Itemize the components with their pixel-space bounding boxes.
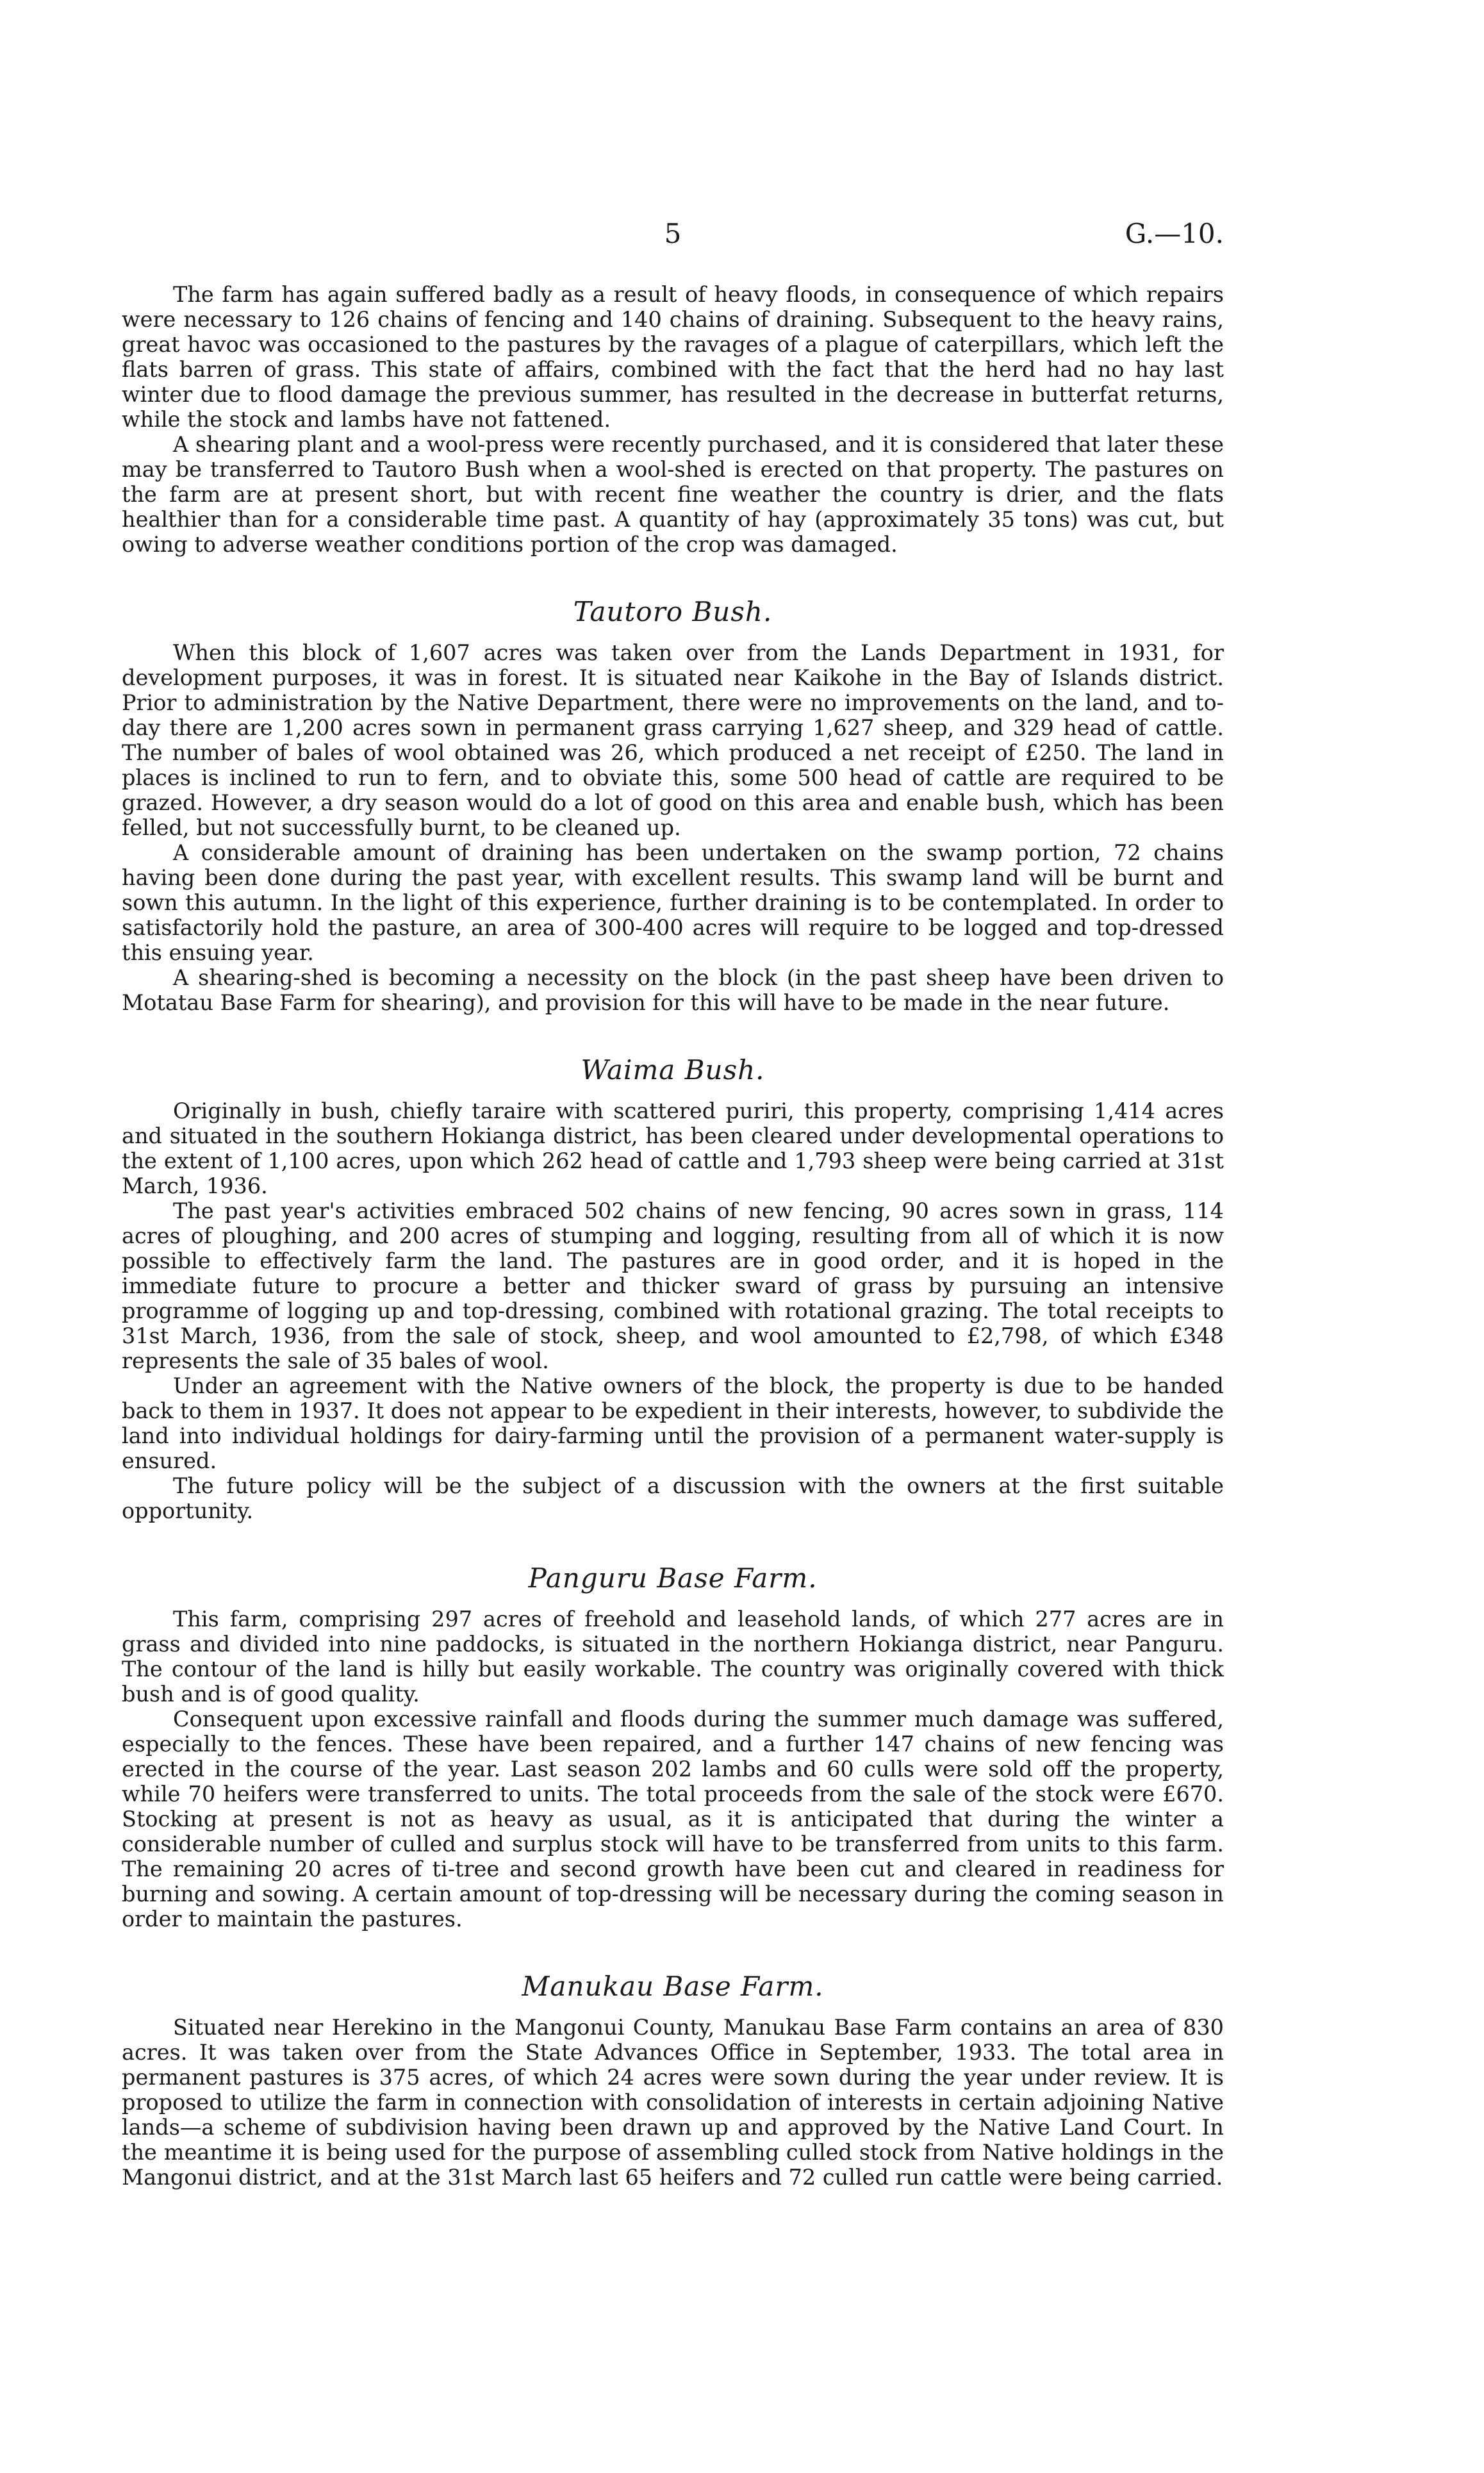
section-heading: Tautoro Bush. xyxy=(573,596,773,627)
page-header xyxy=(122,218,1224,269)
section-panguru-base-farm xyxy=(122,1523,1224,1931)
paragraph: When this block of 1,607 acres was taken over from the Lands Department in 1931, for development purposes, it was in forest. It is situated near Kaikohe in the Bay of Islands district. Prior to administration by the Native Department, there were no improvements on the land, and to-day there are 1,200 acres sown in permanent grass carrying 1,627 sheep, and 329 head of cattle. The number of bales of wool obtained was 26, which produced a net receipt of £250. The land in places is inclined to run to fern, and to obviate this, some 500 head of cattle are required to be grazed. However, a dry season would do a lot of good on this area and enable bush, which has been felled, but not successfully burnt, to be cleaned up. xyxy=(122,640,1224,840)
document-page xyxy=(122,218,1224,2190)
paragraph: Under an agreement with the Native owners of the block, the property is due to be handed back to them in 1937. It does not appear to be expedient in their interests, however, to subdivide the land into individual holdings for dairy-farming until the provision of a permanent water-supply is ensured. xyxy=(122,1373,1224,1473)
page-number: 5 xyxy=(664,218,682,249)
section-heading: Manukau Base Farm. xyxy=(522,1971,824,2002)
section-tautoro-bush xyxy=(122,557,1224,1015)
paragraph: The farm has again suffered badly as a result of heavy floods, in consequence of which repairs were necessary to 126 chains of fencing and 140 chains of draining. Subsequent to the heavy rains, great havoc was occasioned to the pastures by the ravages of a plague of caterpillars, which left the flats barren of grass. This state of affairs, combined with the fact that the herd had no hay last winter due to flood damage the previous summer, has resulted in the decrease in butterfat returns, while the stock and lambs have not fattened. xyxy=(122,282,1224,432)
document-code: G.—10. xyxy=(1125,218,1224,249)
paragraph: Situated near Herekino in the Mangonui County, Manukau Base Farm contains an area of 830 acres. It was taken over from the State Advances Office in September, 1933. The total area in permanent pastures is 375 acres, of which 24 acres were sown during the year under review. It is proposed to utilize the farm in connection with consolidation of interests in certain adjoining Native lands—a scheme of subdivision having been drawn up and approved by the Native Land Court. In the meantime it is being used for the purpose of assembling culled stock from Native holdings in the Mangonui district, and at the 31st March last 65 heifers and 72 culled run cattle were being carried. xyxy=(122,2015,1224,2190)
paragraph: Originally in bush, chiefly taraire with scattered puriri, this property, comprising 1,414 acres and situated in the southern Hokianga district, has been cleared under developmental operations to the extent of 1,100 acres, upon which 262 head of cattle and 1,793 sheep were being carried at 31st March, 1936. xyxy=(122,1098,1224,1198)
paragraph: The future policy will be the subject of a discussion with the owners at the first suitable opportunity. xyxy=(122,1473,1224,1523)
paragraph: A shearing-shed is becoming a necessity on the block (in the past sheep have been driven to Motatau Base Farm for shearing), and provision for this will have to be made in the near future. xyxy=(122,965,1224,1015)
paragraph: A shearing plant and a wool-press were recently purchased, and it is considered that later these may be transferred to Tautoro Bush when a wool-shed is erected on that property. The pastures on the farm are at present short, but with recent fine weather the country is drier, and the flats healthier than for a considerable time past. A quantity of hay (approximately 35 tons) was cut, but owing to adverse weather conditions portion of the crop was damaged. xyxy=(122,432,1224,557)
paragraph: Consequent upon excessive rainfall and floods during the summer much damage was suffered, especially to the fences. These have been repaired, and a further 147 chains of new fencing was erected in the course of the year. Last season 202 lambs and 60 culls were sold off the property, while 70 heifers were transferred to units. The total proceeds from the sale of the stock were £670. Stocking at present is not as heavy as usual, as it is anticipated that during the winter a considerable number of culled and surplus stock will have to be transferred from units to this farm. The remaining 20 acres of ti-tree and second growth have been cut and cleared in readiness for burning and sowing. A certain amount of top-dressing will be necessary during the coming season in order to maintain the pastures. xyxy=(122,1707,1224,1931)
section-heading: Panguru Base Farm. xyxy=(528,1562,818,1594)
section-waima-bush xyxy=(122,1015,1224,1523)
section-manukau-base-farm xyxy=(122,1931,1224,2190)
paragraph: The past year's activities embraced 502 chains of new fencing, 90 acres sown in grass, 114 acres of ploughing, and 200 acres of stumping and logging, resulting from all of which it is now possible to effectively farm the land. The pastures are in good order, and it is hoped in the immediate future to procure a better and thicker sward of grass by pursuing an intensive programme of logging up and top-dressing, combined with rotational grazing. The total receipts to 31st March, 1936, from the sale of stock, sheep, and wool amounted to £2,798, of which £348 represents the sale of 35 bales of wool. xyxy=(122,1198,1224,1373)
section-heading: Waima Bush. xyxy=(581,1054,765,1086)
intro-section xyxy=(122,282,1224,557)
paragraph: This farm, comprising 297 acres of freehold and leasehold lands, of which 277 acres are in grass and divided into nine paddocks, is situated in the northern Hokianga district, near Panguru. The contour of the land is hilly but easily workable. The country was originally covered with thick bush and is of good quality. xyxy=(122,1607,1224,1707)
paragraph: A considerable amount of draining has been undertaken on the swamp portion, 72 chains having been done during the past year, with excellent results. This swamp land will be burnt and sown this autumn. In the light of this experience, further draining is to be contemplated. In order to satisfactorily hold the pasture, an area of 300-400 acres will require to be logged and top-dressed this ensuing year. xyxy=(122,840,1224,965)
